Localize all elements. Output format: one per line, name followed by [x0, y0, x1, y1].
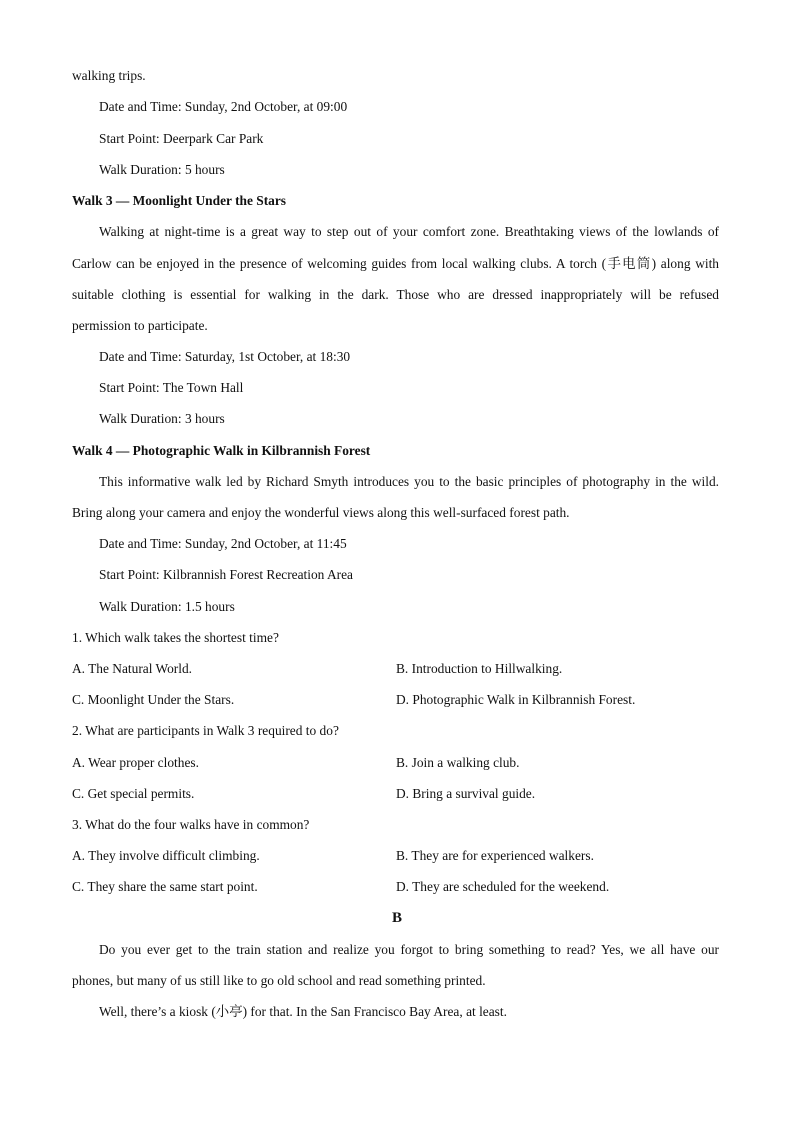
question-stem: 2. What are participants in Walk 3 required to do?	[72, 723, 339, 738]
answer-option: B. They are for experienced walkers.	[396, 848, 594, 863]
paragraph-line: suitable clothing is essential for walking in the dark. Those who are dressed inappropriately will be refused	[72, 287, 719, 302]
walk-heading: Walk 3 — Moonlight Under the Stars	[72, 193, 287, 208]
paragraph-line: Bring along your camera and enjoy the wonderful views along this well-surfaced forest path.	[72, 505, 570, 520]
section-label: B	[391, 910, 402, 926]
answer-option: C. Get special permits.	[72, 786, 195, 801]
answer-option: D. They are scheduled for the weekend.	[396, 879, 610, 894]
paragraph-line: permission to participate.	[72, 318, 208, 333]
paragraph-line: Do you ever get to the train station and realize you forgot to bring something to read? Yes, we all have our	[99, 942, 719, 957]
question-stem: 3. What do the four walks have in common?	[72, 817, 310, 832]
walk-duration: Walk Duration: 5 hours	[99, 162, 225, 177]
walk-duration: Walk Duration: 1.5 hours	[99, 599, 235, 614]
walk-date: Date and Time: Saturday, 1st October, at 18:30	[99, 349, 351, 364]
answer-option: C. They share the same start point.	[72, 879, 258, 894]
walk-start-point: Start Point: The Town Hall	[99, 380, 244, 395]
paragraph-line: This informative walk led by Richard Smyth introduces you to the basic principles of photography in the wild.	[99, 474, 719, 489]
walk-heading: Walk 4 — Photographic Walk in Kilbrannish Forest	[72, 443, 371, 458]
walk-start-point: Start Point: Kilbrannish Forest Recreation Area	[99, 567, 354, 582]
paragraph-line: Well, there’s a kiosk (小亭) for that. In the San Francisco Bay Area, at least.	[99, 1004, 507, 1019]
answer-option: A. They involve difficult climbing.	[72, 848, 260, 863]
answer-option: B. Introduction to Hillwalking.	[396, 661, 563, 676]
paragraph-line: walking trips.	[72, 68, 146, 83]
answer-option: C. Moonlight Under the Stars.	[72, 692, 235, 707]
answer-option: D. Bring a survival guide.	[396, 786, 536, 801]
answer-option: D. Photographic Walk in Kilbrannish Forest.	[396, 692, 636, 707]
answer-option: B. Join a walking club.	[396, 755, 520, 770]
paragraph-line: Carlow can be enjoyed in the presence of welcoming guides from local walking clubs. A torch (手电筒) along with	[72, 256, 719, 271]
walk-start-point: Start Point: Deerpark Car Park	[99, 131, 264, 146]
walk-date: Date and Time: Sunday, 2nd October, at 09:00	[99, 99, 348, 114]
paragraph-line: phones, but many of us still like to go old school and read something printed.	[72, 973, 486, 988]
answer-option: A. The Natural World.	[72, 661, 193, 676]
question-stem: 1. Which walk takes the shortest time?	[72, 630, 279, 645]
walk-duration: Walk Duration: 3 hours	[99, 411, 225, 426]
answer-option: A. Wear proper clothes.	[72, 755, 199, 770]
paragraph-line: Walking at night-time is a great way to step out of your comfort zone. Breathtaking views of the lowlands of	[99, 224, 719, 239]
walk-date: Date and Time: Sunday, 2nd October, at 11:45	[99, 536, 347, 551]
